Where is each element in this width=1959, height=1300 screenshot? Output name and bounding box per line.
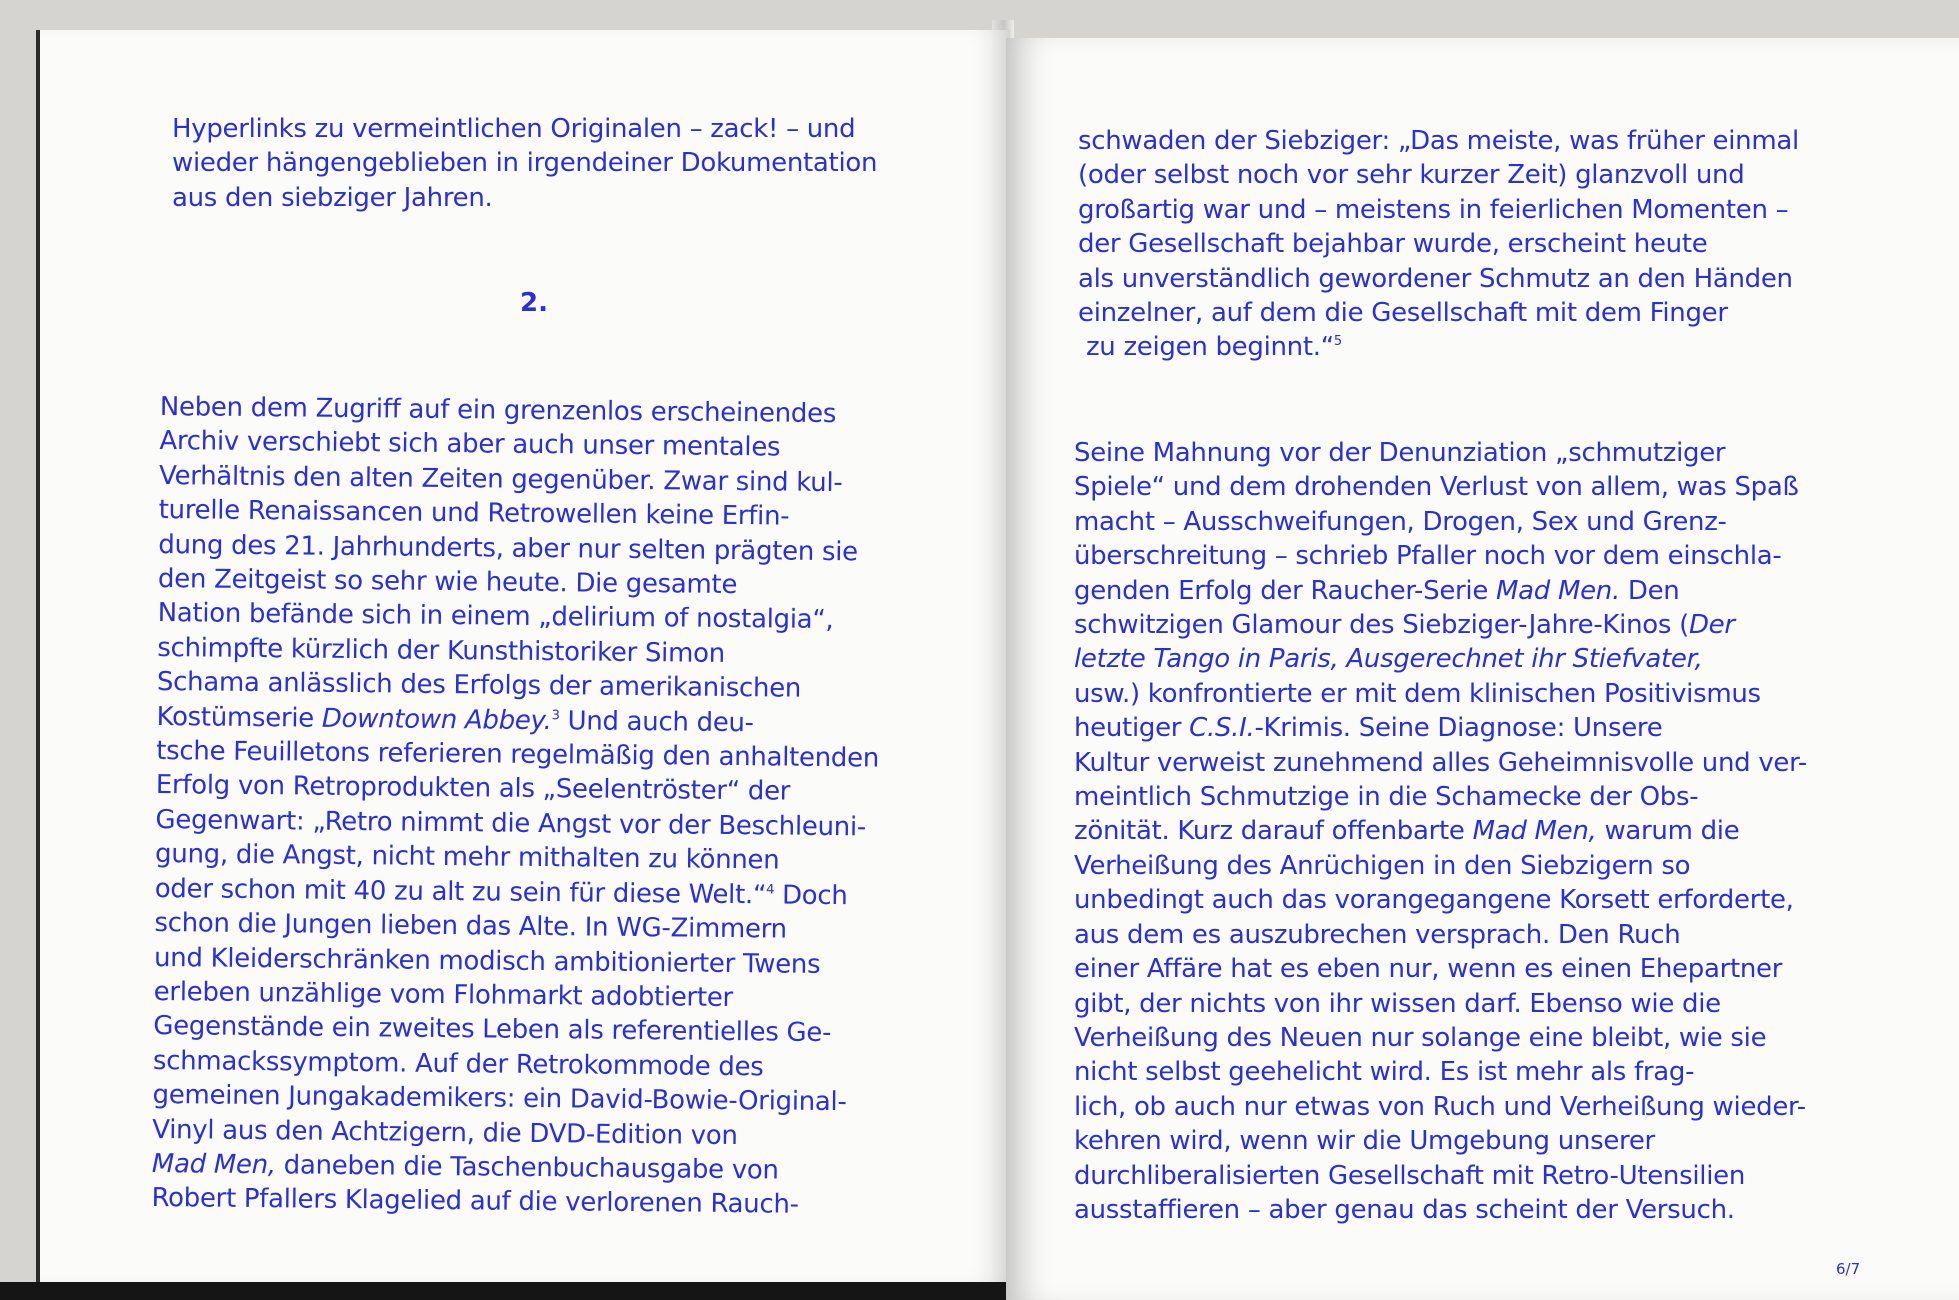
right-page	[1006, 38, 1959, 1300]
section-number: 2.	[520, 288, 548, 318]
page-number: 6/7	[1836, 1260, 1861, 1278]
footnote-marker: 4	[766, 882, 775, 898]
text-run: Neben dem Zugriff auf ein grenzenlos erscheinendes Archiv verschiebt sich aber auch unser mentales Verhältnis den alten Zeiten gegenüber. Zwar sind kul- turelle Renaissancen und Retrowellen keine Erfin- dung des 21. Jahrhunderts, aber nur selten prägten sie den Zeitgeist so sehr wie heute. Die gesamte Nation befände sich in einem „delirium of nostalgia“, schimpfte kürzlich der Kunsthistoriker Simon Schama anlässlich des Erfolgs der amerikanischen Kostümserie	[156, 391, 858, 734]
right-quote-paragraph	[1078, 124, 1799, 365]
italic-title: Downtown Abbey.	[321, 703, 552, 736]
italic-title: Mad Men,	[151, 1148, 276, 1181]
italic-title: Der letzte Tango in Paris, Ausgerechnet ihr Stiefvater,	[1074, 610, 1735, 675]
text-run: daneben die Taschenbuchausgabe von Robert Pfallers Klagelied auf die verlorenen Rauch-	[151, 1150, 799, 1221]
text-run: Seine Mahnung vor der Denunziation „schmutziger Spiele“ und dem drohenden Verlust von allem, was Spaß macht – Ausschweifungen, Drogen, Sex und Grenz- überschreitung – schrieb Pfaller noch vor dem einschla- genden Erfolg der Raucher-Serie	[1074, 438, 1799, 606]
right-main-paragraph	[1074, 436, 1807, 1227]
text-run: Und auch deu- tsche Feuilletons referieren regelmäßig den anhaltenden Erfolg von Retroprodukten als „Seelentröster“ der Gegenwart: „Retro nimmt die Angst vor der Beschleuni- gung, die Angst, nicht mehr mithalten zu können oder schon mit 40 zu alt zu sein für diese Welt.“	[154, 705, 880, 911]
footnote-marker: 5	[1333, 334, 1342, 350]
text-run: Den schwitzigen Glamour des Siebziger-Jahre-Kinos (	[1074, 575, 1689, 641]
italic-title: Mad Men.	[1496, 575, 1620, 606]
text-run: Doch schon die Jungen lieben das Alte. In WG-Zimmern und Kleiderschränken modisch ambitionierter Twens erleben unzählige vom Flohmarkt adobtierter Gegenstände ein zweites Leben als referentielles Ge- schmackssymptom. Auf der Retrokommode des gemeinen Jungakademikers: ein David-Bowie-Original- Vinyl aus den Achtzigern, die DVD-Edition von	[152, 880, 848, 1151]
italic-title: C.S.I.	[1189, 713, 1255, 744]
text-run: -Krimis. Seine Diagnose: Unsere Kultur verweist zunehmend alles Geheimnisvolle und ver- meintlich Schmutzige in die Schamecke der Obs- zönität. Kurz darauf offenbarte	[1074, 713, 1807, 847]
left-main-paragraph	[151, 390, 882, 1223]
quote-text: schwaden der Siebziger: „Das meiste, was früher einmal (oder selbst noch vor sehr kurzer Zeit) glanzvoll und großartig war und – meistens in feierlichen Momenten – der Gesellschaft bejahbar wurde, erscheint heute als unverständlich gewordener Schmutz an den Händen einzelner, auf dem die Gesellschaft mit dem Finger zu zeigen beginnt.“	[1078, 126, 1799, 363]
text-run: warum die Verheißung des Anrüchigen in den Siebzigern so unbedingt auch das vorangegangene Korsett erforderte, aus dem es auszubrechen versprach. Den Ruch einer Affäre hat es eben nur, wenn es einen Ehepartner gibt, der nichts von ihr wissen darf. Ebenso wie die Verheißung des Neuen nur solange eine bleibt, wie sie nicht selbst geehelicht wird. Es ist mehr als frag- lich, ob auch nur etwas von Ruch und Verheißung wieder- kehren wird, wenn wir die Umgebung unserer durchliberalisierten Gesellschaft mit Retro-Utensilien ausstaffieren – aber genau das scheint der Versuch.	[1074, 816, 1806, 1225]
footnote-marker: 3	[551, 707, 560, 723]
left-intro-paragraph: Hyperlinks zu vermeintlichen Originalen – zack! – und wieder hängengeblieben in irgendeiner Dokumentation aus den siebziger Jahren.	[172, 114, 878, 213]
text-run: usw.) konfrontierte er mit dem klinischen Positivismus heutiger	[1074, 678, 1761, 744]
bottom-shadow	[0, 1282, 1006, 1300]
left-page	[36, 30, 1010, 1282]
italic-title: Mad Men,	[1472, 816, 1597, 847]
